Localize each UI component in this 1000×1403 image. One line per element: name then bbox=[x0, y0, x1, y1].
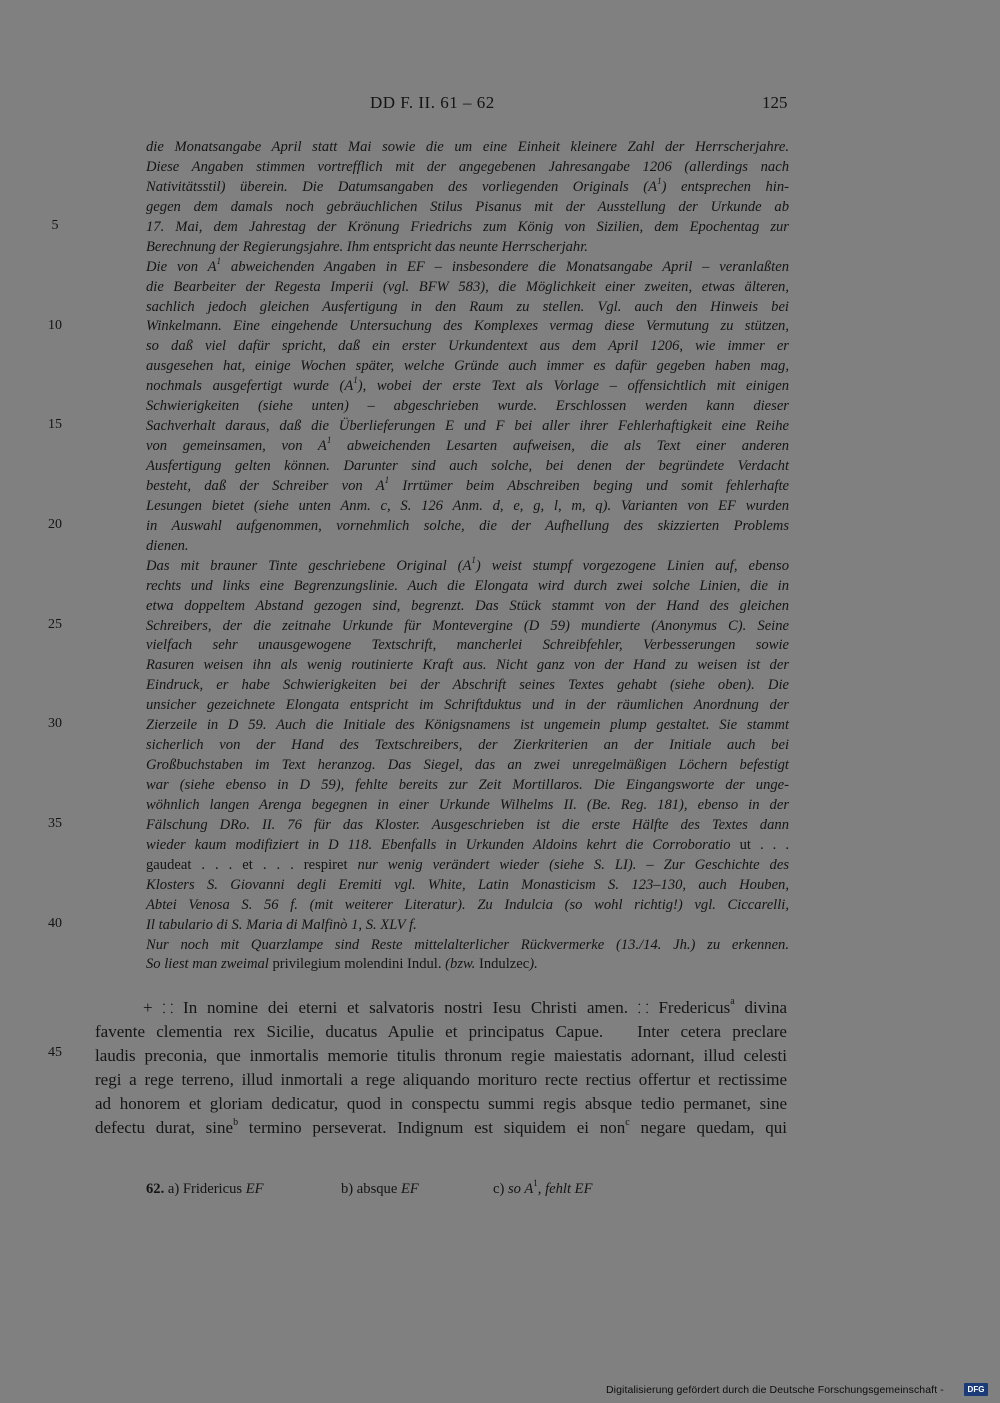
apparatus-entry bbox=[493, 1178, 593, 1198]
quoted-latin: gaudeat . . . et . . . respiret bbox=[146, 856, 348, 873]
commentary-line bbox=[146, 437, 789, 457]
commentary-line bbox=[146, 377, 789, 397]
chrismon-icon: ⸬ bbox=[162, 1001, 174, 1016]
page-number: 125 bbox=[762, 93, 788, 112]
commentary-text: ) entsprechen hin- bbox=[661, 178, 789, 195]
commentary-line: Schwierigkeiten (siehe unten) – abgeschrieben wurde. Erschlossen werden kann dieser bbox=[146, 398, 789, 415]
page-header bbox=[0, 93, 1000, 117]
line-number: 40 bbox=[48, 916, 62, 931]
commentary-line: in Auswahl aufgenommen, vornehmlich solche, die der Aufhellung des skizzierten Problems bbox=[146, 517, 789, 534]
charter-line: ad honorem et gloriam dedicatur, quod in conspectu summi regis absque tedio permanet, sine bbox=[95, 1094, 787, 1114]
quoted-latin: ut . . . bbox=[730, 836, 789, 853]
commentary-line: Abtei Venosa S. 56 f. (mit weiterer Literatur). Zu Indulcia (so wohl richtig!) vgl. Ciccarelli, bbox=[146, 896, 789, 913]
line-number: 45 bbox=[48, 1045, 62, 1060]
commentary-line: war (siehe ebenso in D 59), fehlte bereits zur Zeit Mortillaros. Die Eingangsworte der unge- bbox=[146, 777, 789, 793]
commentary-line: Zierzeile in D 59. Auch die Initiale des Königsnamens ist ungemein plump gestaltet. Sie stammt bbox=[146, 717, 789, 734]
commentary-text: So liest man zweimal bbox=[146, 956, 273, 973]
apparatus-entry bbox=[341, 1181, 419, 1198]
line-number: 15 bbox=[48, 417, 62, 432]
dfg-logo: DFG bbox=[964, 1383, 988, 1396]
superscript: 1 bbox=[533, 1178, 538, 1189]
apparatus-label: c) bbox=[493, 1181, 508, 1197]
line-number: 5 bbox=[51, 218, 59, 233]
commentary-line: vielfach sehr unausgewogene Textschrift, mancherlei Schreibfehler, Verbesserungen sowie bbox=[146, 637, 789, 654]
commentary-line: Eindruck, er habe Schwierigkeiten bei der Abschrift seines Textes gehabt (siehe oben). Die bbox=[146, 677, 789, 694]
line-number: 25 bbox=[48, 617, 62, 632]
commentary-line: 17. Mai, dem Jahrestag der Krönung Friedrichs zum König von Sizilien, dem Epochentag zur bbox=[146, 218, 789, 235]
commentary-text: ) weist stumpf vorgezogene Linien auf, ebenso bbox=[475, 557, 789, 574]
commentary-line bbox=[146, 856, 789, 876]
superscript: 1 bbox=[384, 475, 390, 486]
footnote-marker: c bbox=[625, 1116, 630, 1128]
apparatus-entry bbox=[146, 1181, 264, 1198]
commentary-line: unsicher gezeichnete Elongata entspricht im Schriftduktus und in der räumlichen Anordnung der bbox=[146, 697, 789, 714]
commentary-text: ). bbox=[529, 956, 538, 973]
charter-text-run: Fredericus bbox=[648, 998, 731, 1017]
superscript: 1 bbox=[471, 554, 476, 565]
charter-line bbox=[95, 1020, 787, 1044]
commentary-text: (bzw. bbox=[441, 956, 479, 973]
charter-line bbox=[95, 1116, 787, 1140]
charter-line: regi a rege terreno, illud inmortali a rege aliquando morituro recte rectius offertur et rectissime bbox=[95, 1070, 787, 1090]
commentary-line: rechts und links eine Begrenzungslinie. Auch die Elongata wird durch zwei solche Linien, die in bbox=[146, 577, 789, 594]
apparatus-source: , fehlt EF bbox=[537, 1181, 593, 1197]
commentary-text: abweichenden Angaben in EF – insbesondere die Monatsangabe April – veranlaßten bbox=[221, 258, 789, 275]
commentary-line: ausgesehen hat, einige Wochen später, welche Gründe auch immer es dafür gegeben haben mag, bbox=[146, 358, 789, 375]
chrismon-icon: ⸬ bbox=[637, 1001, 649, 1016]
commentary-line bbox=[146, 477, 789, 497]
line-number: 20 bbox=[48, 517, 62, 532]
charter-text-run: favente clementia rex Sicilie, ducatus Apulie et principatus Capue. bbox=[95, 1022, 604, 1042]
commentary-line: Berechnung der Regierungsjahre. Ihm entspricht das neunte Herrscherjahr. bbox=[146, 238, 588, 255]
running-title: DD F. II. 61 – 62 bbox=[370, 93, 495, 112]
apparatus-source: EF bbox=[245, 1181, 264, 1197]
commentary-text: nochmals ausgefertigt wurde (A bbox=[146, 378, 354, 395]
commentary-line: Nur noch mit Quarzlampe sind Reste mittelalterlicher Rückvermerke (13./14. Jh.) zu erkennen. bbox=[146, 936, 789, 953]
commentary-line: Il tabulario di S. Maria di Malfinò 1, S. XLV f. bbox=[146, 916, 417, 933]
line-number: 30 bbox=[48, 716, 62, 731]
charter-text-run: divina bbox=[734, 998, 787, 1017]
commentary-line: Sachverhalt daraus, daß die Überlieferungen E und F bei aller ihrer Fehlerhaftigkeit eine Reihe bbox=[146, 418, 789, 435]
superscript: 1 bbox=[657, 176, 662, 187]
commentary-line: die Bearbeiter der Regesta Imperii (vgl. BFW 583), die Möglichkeit einer zweiten, etwas älteren, bbox=[146, 278, 789, 295]
quoted-latin: Indulzec bbox=[478, 956, 530, 973]
charter-text-run: defectu durat, sine bbox=[95, 1118, 234, 1138]
commentary-line: etwa doppeltem Abstand gezogen sind, begrenzt. Das Stück stammt von der Hand des gleichen bbox=[146, 597, 789, 614]
commentary-line bbox=[146, 255, 789, 278]
commentary-line: Großbuchstaben im Text heranzog. Das Siegel, das an zwei unregelmäßigen Löchern befestigt bbox=[146, 757, 789, 774]
commentary-line: gegen dem damals noch gebräuchlichen Stilus Pisanus mit der Ausstellung der Urkunde ab bbox=[146, 198, 789, 215]
commentary bbox=[146, 138, 789, 975]
commentary-text: ), wobei der erste Text als Vorlage – offensichtlich mit einigen bbox=[357, 378, 789, 395]
line-number: 10 bbox=[48, 318, 62, 333]
superscript: 1 bbox=[326, 435, 332, 446]
commentary-text: abweichenden Lesarten aufweisen, die als Text einer anderen bbox=[331, 438, 789, 455]
commentary-line bbox=[146, 836, 789, 856]
commentary-line: so daß viel dafür spricht, daß ein erster Urkundentext aus dem April 1206, wie immer er bbox=[146, 338, 789, 355]
commentary-text: Irrtümer beim Abschreiben beging und somit fehlerhafte bbox=[389, 477, 789, 494]
commentary-text: Das mit brauner Tinte geschriebene Original (A bbox=[146, 557, 472, 574]
apparatus-label: a) Fridericus bbox=[167, 1181, 246, 1197]
footnote-marker: a bbox=[730, 996, 735, 1008]
commentary-line: Diese Angaben stimmen vortrefflich mit der angegebenen Jahresangabe 1206 (allerdings nach bbox=[146, 158, 789, 175]
commentary-line: sachlich jedoch gleichen Ausfertigung in den Raum zu stellen. Vgl. auch den Hinweis bei bbox=[146, 298, 789, 315]
commentary-line: Winkelmann. Eine eingehende Untersuchung des Komplexes vermag diese Vermutung zu stützen, bbox=[146, 318, 789, 335]
apparatus-source: so A bbox=[508, 1181, 534, 1197]
line-number: 35 bbox=[48, 816, 62, 831]
commentary-line: die Monatsangabe April statt Mai sowie die um eine Einheit kleinere Zahl der Herrscherjahre. bbox=[146, 139, 789, 155]
commentary-text: nur wenig verändert wieder (siehe S. LI). – Zur Geschichte des bbox=[347, 856, 790, 873]
commentary-text: wieder kaum modifiziert in D 118. Ebenfalls in Urkunden Aldoins kehrt die Corroboratio bbox=[146, 836, 731, 853]
charter-text-run: Inter cetera preclare bbox=[637, 1022, 787, 1042]
charter-text bbox=[95, 996, 787, 1141]
commentary-line bbox=[146, 178, 789, 198]
superscript: 1 bbox=[216, 255, 222, 266]
footnote-marker: b bbox=[233, 1116, 239, 1128]
charter-text-run: In nomine dei eterni et salvatoris nostri Iesu Christi amen. bbox=[173, 998, 638, 1017]
commentary-line: Ausfertigung gelten können. Darunter sind auch solche, bei denen der begründete Verdacht bbox=[146, 458, 789, 474]
apparatus-number: 62. bbox=[146, 1181, 165, 1197]
commentary-line: dienen. bbox=[146, 537, 189, 554]
charter-text-run: negare quedam, qui bbox=[629, 1118, 788, 1138]
charter-line: laudis preconia, que inmortalis memorie titulis thronum regie maiestatis adornant, illud celesti bbox=[95, 1046, 787, 1066]
commentary-text: Nativitätsstil) überein. Die Datumsangaben des vorliegenden Originals (A bbox=[146, 178, 658, 195]
commentary-line: Klosters S. Giovanni degli Eremiti vgl. White, Latin Monasticism S. 123–130, auch Houben, bbox=[146, 876, 789, 893]
commentary-line: Lesungen bietet (siehe unten Anm. c, S. 126 Anm. d, e, g, l, m, q). Varianten von EF wurden bbox=[146, 497, 789, 514]
commentary-text: von gemeinsamen, von A bbox=[146, 438, 327, 455]
line-numbers bbox=[0, 0, 100, 1403]
commentary-line: wöhnlich langen Arenga begegnen in einer Urkunde Wilhelms II. (Be. Reg. 181), ebenso in der bbox=[146, 796, 789, 813]
commentary-line bbox=[146, 955, 789, 975]
commentary-line: sicherlich von der Hand des Textschreibers, der Zierkriterien an der Initiale auch bei bbox=[146, 737, 789, 754]
commentary-line: Fälschung DRo. II. 76 für das Kloster. Ausgeschrieben ist die erste Hälfte des Textes dann bbox=[146, 816, 789, 833]
commentary-text: besteht, daß der Schreiber von A bbox=[146, 477, 385, 494]
apparatus-label: b) absque bbox=[341, 1181, 401, 1197]
superscript: 1 bbox=[353, 375, 358, 386]
commentary-line bbox=[146, 554, 789, 577]
digitization-credit: Digitalisierung gefördert durch die Deutsche Forschungsgemeinschaft - bbox=[606, 1384, 944, 1396]
commentary-line: Rasuren weisen ihn als wenig routinierte Kraft aus. Nicht ganz von der Hand zu weisen ist der bbox=[146, 657, 789, 674]
commentary-line: Schreibers, der die zeitnahe Urkunde für Montevergine (D 59) mundierte (Anonymus C). Seine bbox=[146, 617, 789, 634]
quoted-latin: privilegium molendini Indul. bbox=[272, 956, 442, 973]
charter-line bbox=[95, 996, 787, 1020]
charter-text-run: termino perseverat. Indignum est siquidem ei non bbox=[238, 1118, 626, 1138]
cross-symbol: + bbox=[143, 998, 163, 1017]
commentary-text: Die von A bbox=[146, 258, 217, 275]
apparatus-source: EF bbox=[400, 1181, 419, 1197]
